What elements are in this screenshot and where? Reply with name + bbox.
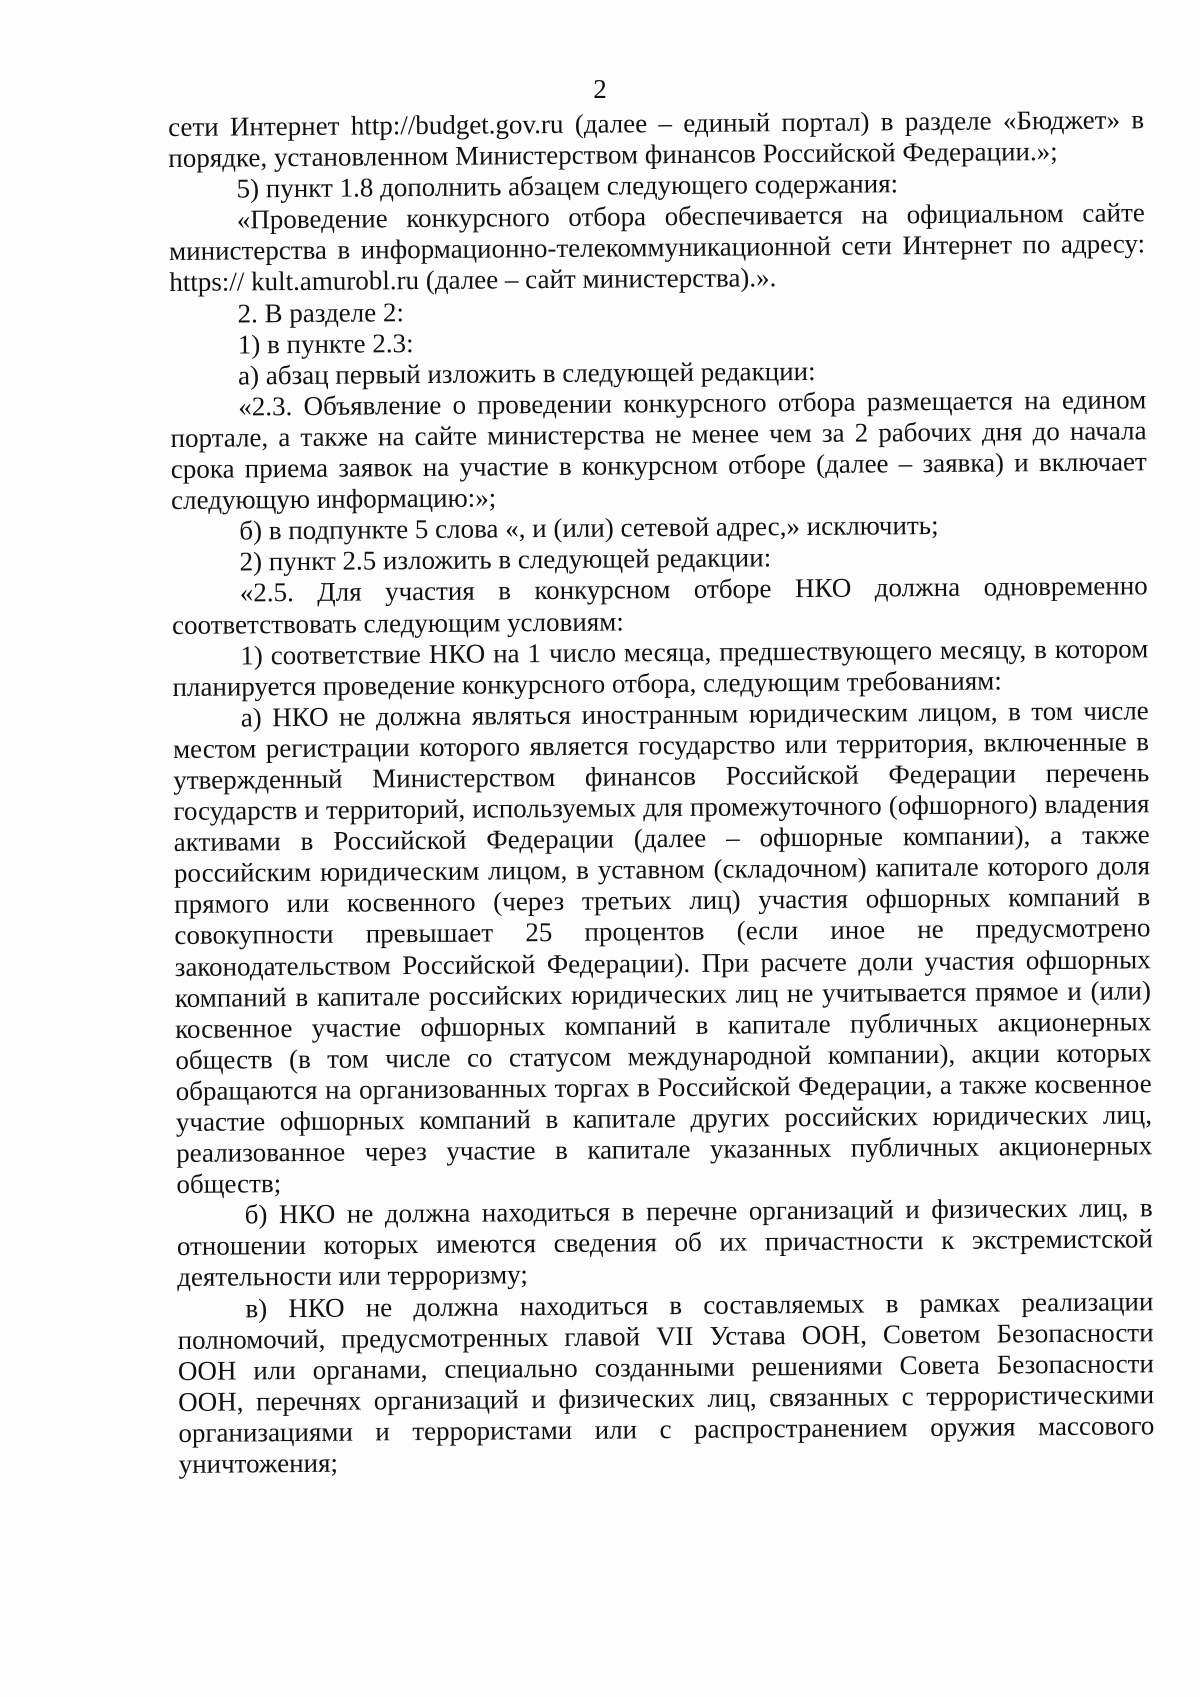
paragraph-13: б) НКО не должна находиться в перечне организаций и физических лиц, в отношении которых имеются сведения об их причастности к экстремистской деятельности или терроризму; [176,1192,1153,1293]
paragraph-3: «Проведение конкурсного отбора обеспечивается на официальном сайте министерства в информационно-телекоммуникационной сети Интернет по адресу: https:// kult.amurobl.ru (далее – сайт министерства).». [168,197,1146,298]
paragraph-9: 2) пункт 2.5 изложить в следующей редакции: [239,542,772,577]
paragraph-8: б) в подпункте 5 слова «, и (или) сетевой адрес,» исключить; [239,510,939,546]
paragraph-7: «2.3. Объявление о проведении конкурсного отбора размещается на едином портале, а также на сайте министерства не менее чем за 2 рабочих дня до начала срока приема заявок на участие в конкурсном отборе (далее – заявка) и включает следующую информацию:»; [170,384,1147,516]
paragraph-5: 1) в пункте 2.3: [237,327,414,360]
paragraph-12: а) НКО не должна являться иностранным юридическим лицом, в том числе местом регистрации которого является государство или территория, включенные в утвержденный Министерством финансов Российской Федерации перечень государств и территорий, используемых для промежуточного (офшорного) владения активами в Российской Федерации (далее – офшорные компании), а также российским юридическим лицом, в уставном (складочном) капитале которого доля прямого или косвенного (через третьих лиц) участия офшорных компаний в совокупности превышает 25 процентов (если иное не предусмотрено законодательством Российской Федерации). При расчете доли участия офшорных компаний в капитале российских юридических лиц не учитывается прямое и (или) косвенное участие офшорных компаний в капитале публичных акционерных обществ (в том числе со статусом международной компании), акции которых обращаются на организованных торгах в Российской Федерации, а также косвенное участие офшорных компаний в капитале других российских юридических лиц, реализованное через участие в капитале указанных публичных акционерных обществ; [172,695,1153,1200]
paragraph-4: 2. В разделе 2: [237,296,405,329]
paragraph-10: «2.5. Для участия в конкурсном отборе НКО должна одновременно соответствовать следующим условиям: [171,570,1148,640]
page-number: 2 [593,74,607,104]
paragraph-1: сети Интернет http://budget.gov.ru (далее – единый портал) в разделе «Бюджет» в порядке, установленном Министерством финансов Российской Федерации.»; [168,104,1145,174]
paragraph-11: 1) соответствие НКО на 1 число месяца, предшествующего месяцу, в котором планируется проведение конкурсного отбора, следующим требованиям: [172,632,1149,702]
document-body [168,104,1155,1480]
paragraph-14: в) НКО не должна находиться в составляемых в рамках реализации полномочий, предусмотренных главой VII Устава ООН, Советом Безопасности ООН или органами, специально созданными решениями Совета Безопасности ООН, перечнях организаций и физических лиц, связанных с террористическими организациями и террористами или с распространением оружия массового уничтожения; [177,1285,1155,1479]
paragraph-2: 5) пункт 1.8 дополнить абзацем следующего содержания: [236,168,899,204]
paragraph-6: а) абзац первый изложить в следующей редакции: [237,355,816,391]
